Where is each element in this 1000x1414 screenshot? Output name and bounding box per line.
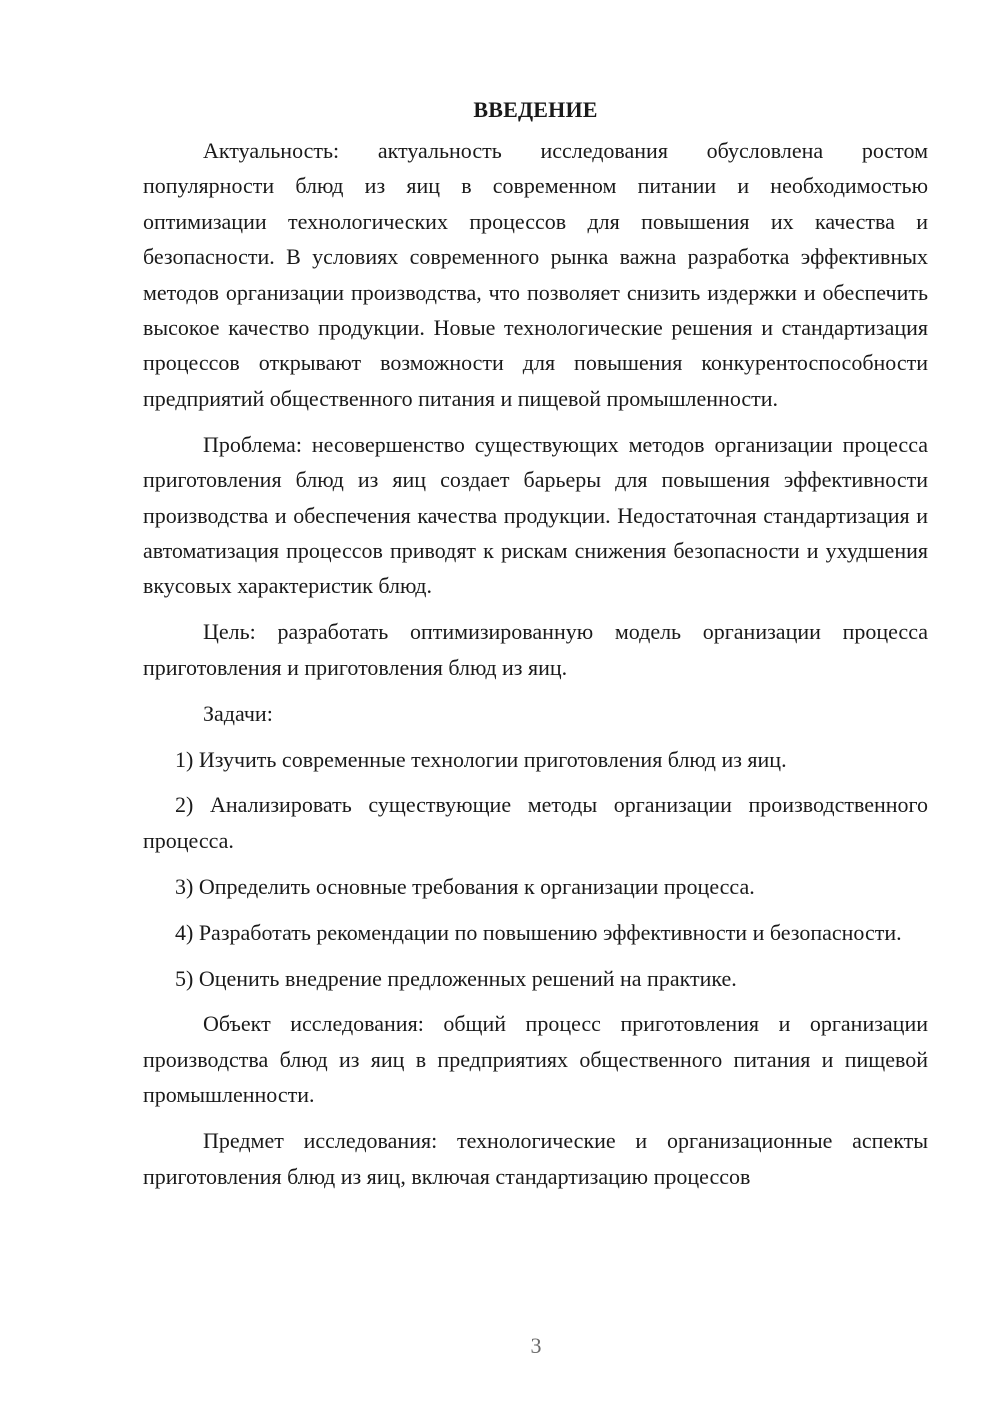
task-item-2: 2) Анализировать существующие методы организации производственного процесса.	[143, 792, 928, 853]
task-item-1: 1) Изучить современные технологии приготовления блюд из яиц.	[175, 746, 787, 772]
task-item-5: 5) Оценить внедрение предложенных решений на практике.	[175, 965, 737, 991]
task-item-4: 4) Разработать рекомендации по повышению эффективности и безопасности.	[175, 919, 902, 945]
paragraph-object: Объект исследования: общий процесс приготовления и организации производства блюд из яиц в предприятиях общественного питания и пищевой промышленности.	[143, 1011, 928, 1108]
paragraph-subject: Предмет исследования: технологические и организационные аспекты приготовления блюд из яиц, включая стандартизацию процессов	[143, 1128, 928, 1189]
page-number: 3	[530, 1333, 542, 1358]
task-item-3: 3) Определить основные требования к организации процесса.	[175, 873, 755, 899]
paragraph-goal: Цель: разработать оптимизированную модель организации процесса приготовления и приготовления блюд из яиц.	[143, 619, 928, 680]
section-title: ВВЕДЕНИЕ	[473, 97, 598, 122]
document-page	[143, 92, 928, 1204]
paragraph-problem: Проблема: несовершенство существующих методов организации процесса приготовления блюд из яиц создает барьеры для повышения эффективности производства и обеспечения качества продукции. Недостаточная стандартизация и автоматизация процессов приводят к рискам снижения безопасности и ухудшения вкусовых характеристик блюд.	[143, 431, 928, 599]
paragraph-relevance: Актуальность: актуальность исследования обусловлена ростом популярности блюд из яиц в современном питании и необходимостью оптимизации технологических процессов для повышения их качества и безопасности. В условиях современного рынка важна разработка эффективных методов организации производства, что позволяет снизить издержки и обеспечить высокое качество продукции. Новые технологические решения и стандартизация процессов открывают возможности для повышения конкурентоспособности предприятий общественного питания и пищевой промышленности.	[143, 138, 928, 411]
paragraph-tasks-heading: Задачи:	[203, 700, 273, 726]
